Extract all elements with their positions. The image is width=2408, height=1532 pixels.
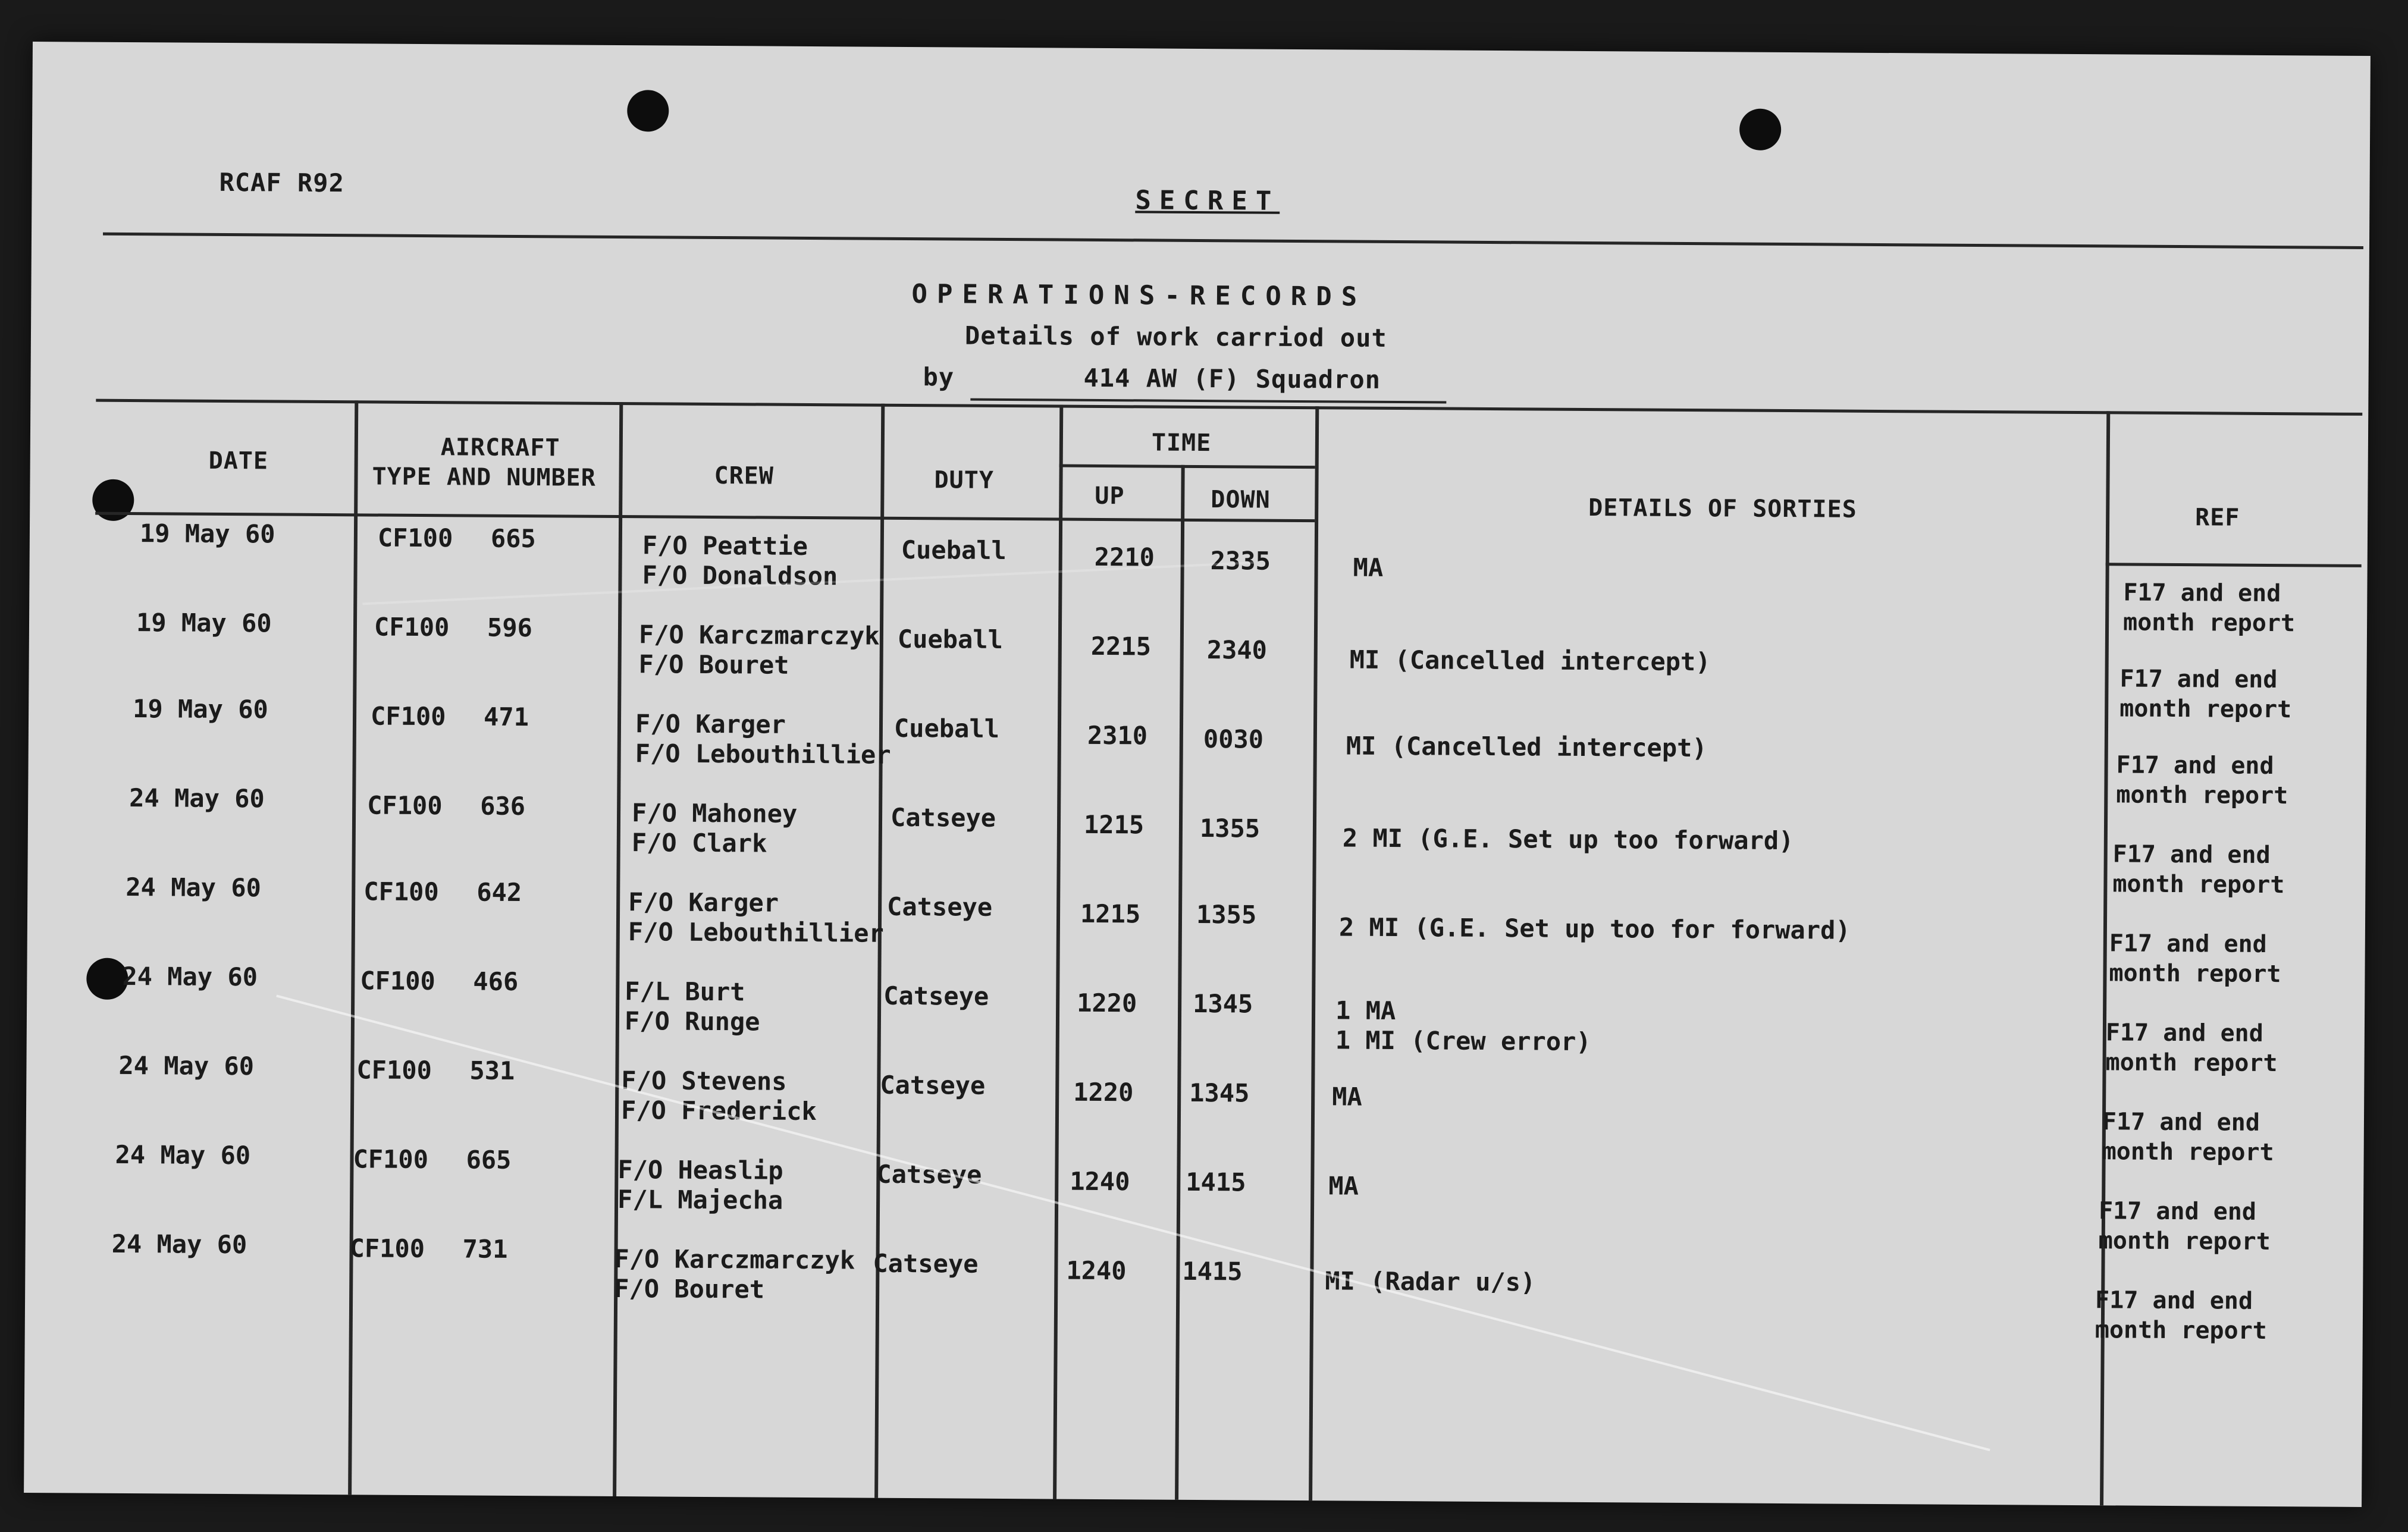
- cell-aircraft-type: CF100: [349, 1233, 425, 1264]
- col-header-date: DATE: [208, 447, 269, 475]
- cell-time-down: 2335: [1210, 546, 1271, 576]
- col-header-crew: CREW: [714, 462, 775, 490]
- col-divider: [1309, 406, 1319, 1500]
- cell-aircraft-number: 466: [473, 966, 519, 997]
- cell-aircraft-number: 596: [487, 613, 533, 643]
- cell-time-up: 1220: [1077, 988, 1137, 1018]
- cell-date: 24 May 60: [111, 1229, 247, 1260]
- cell-crew-2: F/O Clark: [631, 828, 767, 858]
- cell-time-down: 1345: [1189, 1078, 1250, 1108]
- classification-label: SECRET: [1135, 185, 1280, 216]
- punch-hole: [1739, 109, 1781, 150]
- cell-crew-2: F/O Bouret: [614, 1274, 765, 1304]
- cell-aircraft-number: 531: [469, 1056, 515, 1085]
- cell-crew-1: F/O Peattie: [642, 530, 808, 561]
- cell-duty: Cueball: [901, 535, 1007, 566]
- cell-duty: Catseye: [876, 1159, 982, 1189]
- cell-time-up: 2310: [1087, 720, 1148, 751]
- cell-aircraft-number: 665: [490, 523, 536, 554]
- cell-crew-1: F/O Heaslip: [617, 1155, 783, 1185]
- cell-aircraft-type: CF100: [377, 523, 453, 553]
- cell-ref: F17 and end month report: [2116, 751, 2288, 810]
- cell-crew-1: F/L Burt: [625, 977, 745, 1007]
- cell-aircraft-type: CF100: [360, 966, 435, 996]
- header-rule: [103, 233, 2363, 249]
- cell-date: 24 May 60: [115, 1139, 251, 1170]
- cell-date: 24 May 60: [118, 1050, 255, 1081]
- cell-aircraft-type: CF100: [367, 790, 443, 821]
- col-divider: [874, 404, 885, 1498]
- cell-duty: Cueball: [897, 624, 1004, 654]
- cell-aircraft-number: 636: [480, 791, 526, 821]
- col-header-up: UP: [1095, 482, 1125, 510]
- cell-ref: F17 and end month report: [2102, 1108, 2274, 1167]
- cell-crew-1: F/O Karczmarczyk: [614, 1244, 855, 1275]
- cell-crew-2: F/O Lebouthillier: [635, 739, 891, 770]
- col-divider: [1053, 405, 1063, 1499]
- col-divider: [613, 402, 623, 1496]
- time-header-rule: [1059, 464, 1315, 469]
- cell-details-2: 1 MI (Crew error): [1335, 1025, 1591, 1057]
- cell-time-down: 1355: [1199, 814, 1261, 843]
- cell-crew-1: F/O Stevens: [621, 1066, 787, 1096]
- cell-crew-2: F/O Runge: [624, 1006, 760, 1037]
- cell-time-down: 1415: [1182, 1256, 1243, 1286]
- cell-aircraft-type: CF100: [370, 701, 446, 732]
- cell-crew-2: F/O Lebouthillier: [628, 917, 884, 948]
- cell-time-up: 1240: [1066, 1255, 1127, 1286]
- cell-duty: Catseye: [873, 1248, 979, 1279]
- ref-header-rule: [2106, 563, 2362, 567]
- film-scratch: [276, 995, 1990, 1452]
- cell-date: 19 May 60: [139, 519, 275, 549]
- col-header-ref: REF: [2195, 504, 2240, 532]
- cell-time-down: 2340: [1206, 635, 1268, 665]
- cell-date: 24 May 60: [129, 783, 265, 814]
- col-header-down: DOWN: [1211, 486, 1271, 514]
- cell-date: 19 May 60: [133, 694, 268, 724]
- col-divider: [348, 400, 358, 1495]
- cell-ref: F17 and end month report: [2112, 840, 2285, 899]
- by-label: by: [923, 362, 955, 392]
- cell-ref: F17 and end month report: [2098, 1197, 2271, 1256]
- cell-time-up: 2210: [1094, 542, 1155, 572]
- form-id: RCAF R92: [219, 167, 345, 198]
- cell-ref: F17 and end month report: [2105, 1019, 2278, 1078]
- document-page: [24, 42, 2371, 1507]
- squadron-underline: [970, 398, 1446, 404]
- cell-details: MI (Cancelled intercept): [1349, 645, 1711, 677]
- cell-details: MA: [1332, 1082, 1362, 1112]
- cell-aircraft-type: CF100: [356, 1055, 432, 1085]
- col-header-aircraft: AIRCRAFT: [440, 434, 560, 462]
- cell-details: 2 MI (G.E. Set up too for forward): [1338, 912, 1851, 945]
- cell-crew-2: F/O Donaldson: [642, 560, 838, 591]
- cell-ref: F17 and end month report: [2122, 579, 2296, 638]
- cell-crew-1: F/O Karger: [628, 887, 779, 918]
- cell-crew-1: F/O Karger: [635, 709, 786, 739]
- cell-details: 1 MA: [1335, 996, 1396, 1026]
- col-header-details: DETAILS OF SORTIES: [1588, 494, 1857, 523]
- cell-ref: F17 and end month report: [2119, 665, 2292, 724]
- cell-aircraft-number: 642: [476, 877, 522, 908]
- cell-details: MA: [1328, 1171, 1359, 1201]
- cell-duty: Cueball: [893, 713, 1000, 743]
- cell-crew-2: F/O Bouret: [638, 649, 789, 680]
- cell-aircraft-number: 731: [462, 1234, 508, 1264]
- cell-ref: F17 and end month report: [2109, 930, 2281, 988]
- cell-aircraft-type: CF100: [363, 877, 439, 907]
- cell-time-down: 1355: [1196, 899, 1257, 930]
- cell-details: MI (Cancelled intercept): [1346, 731, 1707, 763]
- document-title: OPERATIONS-RECORDS: [911, 279, 1367, 312]
- cell-duty: Catseye: [886, 891, 993, 922]
- cell-time-down: 1345: [1193, 988, 1253, 1019]
- cell-time-down: 1415: [1186, 1167, 1246, 1197]
- cell-time-up: 1240: [1070, 1166, 1130, 1197]
- cell-time-up: 1215: [1083, 809, 1145, 840]
- cell-date: 19 May 60: [136, 608, 272, 638]
- cell-duty: Catseye: [883, 981, 989, 1011]
- cell-aircraft-number: 665: [466, 1145, 512, 1175]
- cell-details: MA: [1353, 552, 1384, 582]
- cell-details: MI (Radar u/s): [1325, 1266, 1536, 1297]
- cell-crew-1: F/O Karczmarczyk: [638, 620, 880, 651]
- cell-date: 24 May 60: [126, 872, 262, 903]
- col-divider: [1175, 465, 1185, 1500]
- cell-ref: F17 and end month report: [2095, 1286, 2267, 1345]
- cell-aircraft-type: CF100: [374, 612, 450, 642]
- cell-time-up: 2215: [1090, 631, 1152, 661]
- cell-duty: Catseye: [880, 1070, 986, 1100]
- cell-crew-2: F/O Frederick: [620, 1095, 817, 1126]
- cell-aircraft-type: CF100: [353, 1144, 429, 1175]
- squadron-name: 414 AW (F) Squadron: [1083, 363, 1381, 394]
- cell-details: 2 MI (G.E. Set up too forward): [1342, 823, 1794, 856]
- header-bottom-rule: [95, 512, 1315, 523]
- cell-time-up: 1220: [1073, 1077, 1134, 1107]
- cell-time-up: 1215: [1080, 899, 1141, 929]
- cell-aircraft-number: 471: [483, 702, 529, 732]
- col-header-duty: DUTY: [934, 466, 994, 494]
- cell-date: 24 May 60: [122, 961, 258, 992]
- document-subtitle: Details of work carriod out: [964, 321, 1387, 353]
- col-header-time: TIME: [1151, 429, 1212, 457]
- cell-duty: Catseye: [890, 802, 996, 833]
- cell-time-down: 0030: [1203, 724, 1264, 754]
- punch-hole: [627, 90, 669, 131]
- cell-crew-2: F/L Majecha: [617, 1185, 783, 1215]
- cell-crew-1: F/O Mahoney: [631, 798, 798, 828]
- col-header-aircraft-sub: TYPE AND NUMBER: [372, 463, 596, 492]
